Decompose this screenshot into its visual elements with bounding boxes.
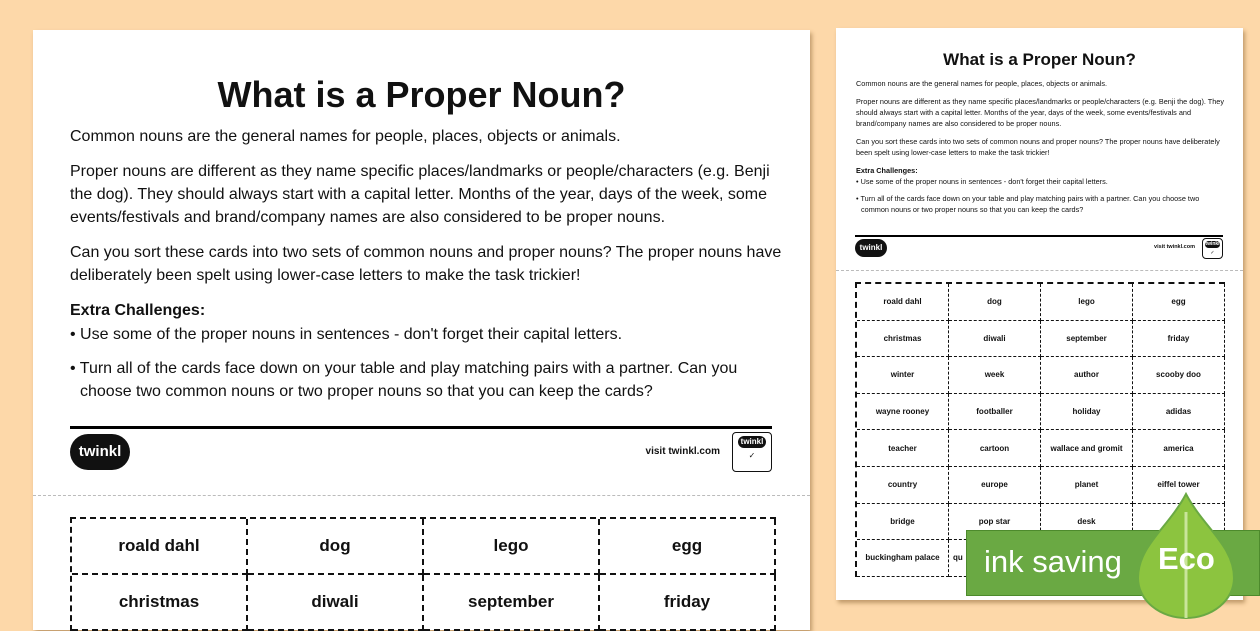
noun-card: roald dahl xyxy=(72,519,248,575)
noun-card: wayne rooney xyxy=(857,394,949,431)
noun-card: september xyxy=(424,575,600,631)
badge-label: twinkl xyxy=(1205,241,1220,247)
challenges-list xyxy=(856,176,1228,215)
noun-card: desk xyxy=(1041,504,1133,541)
intro-paragraph: Common nouns are the general names for people, places, objects or animals. xyxy=(856,79,1108,88)
noun-card: america xyxy=(1133,430,1225,467)
noun-card: author xyxy=(1041,357,1133,394)
badge-label: twinkl xyxy=(738,436,766,448)
noun-card: pop star xyxy=(949,504,1041,541)
intro-paragraph: Common nouns are the general names for people, places, objects or animals. xyxy=(70,128,621,145)
footer-rule xyxy=(70,426,772,429)
noun-card: friday xyxy=(1133,321,1225,358)
proper-noun-paragraph: Proper nouns are different as they name specific places/landmarks or people/characters (e.g. Benji the dog). They should always start with a capital letter. Months of the year, days of the week, some events/festivals and brand/company names are also considered to be proper nouns. xyxy=(856,97,1225,128)
noun-card: eiffel tower xyxy=(1133,467,1225,504)
quality-badge-icon: twinkl ✓ xyxy=(1202,238,1223,259)
noun-card: qu xyxy=(949,540,1041,577)
challenges-heading: Extra Challenges: xyxy=(70,302,206,319)
noun-card: lego xyxy=(424,519,600,575)
noun-card: roald dahl xyxy=(857,284,949,321)
noun-card: buckingham palace xyxy=(857,540,949,577)
challenge-item: • Use some of the proper nouns in sentences - don't forget their capital letters. xyxy=(856,176,1228,187)
visit-link: visit twinkl.com xyxy=(645,446,720,457)
worksheet-title: What is a Proper Noun? xyxy=(943,50,1136,69)
visit-link: visit twinkl.com xyxy=(1154,244,1195,250)
task-paragraph: Can you sort these cards into two sets of common nouns and proper nouns? The proper nouns have deliberately been spelt using lower-case letters to make the task trickier! xyxy=(70,244,782,284)
footer-rule xyxy=(855,235,1223,237)
worksheet-page-large xyxy=(33,30,810,630)
noun-card: adidas xyxy=(1133,394,1225,431)
noun-card: lego xyxy=(1041,284,1133,321)
noun-card: dog xyxy=(949,284,1041,321)
noun-card: september xyxy=(1041,321,1133,358)
noun-card: friday xyxy=(600,575,776,631)
twinkl-logo: twinkl xyxy=(70,434,130,470)
noun-card: planet xyxy=(1041,467,1133,504)
noun-card: scooby doo xyxy=(1133,357,1225,394)
cut-line xyxy=(836,270,1243,271)
quality-badge-icon: twinkl ✓ xyxy=(732,432,772,472)
noun-card: bridge xyxy=(857,504,949,541)
proper-noun-paragraph: Proper nouns are different as they name specific places/landmarks or people/characters (e.g. Benji the dog). They should always start with a capital letter. Months of the year, days of the week, some events/festivals and brand/company names are also considered to be proper nouns. xyxy=(70,163,770,226)
noun-card: teacher xyxy=(857,430,949,467)
cut-line xyxy=(33,495,810,496)
noun-card: christmas xyxy=(72,575,248,631)
noun-card: diwali xyxy=(248,575,424,631)
noun-card: cartoon xyxy=(949,430,1041,467)
noun-card: week xyxy=(949,357,1041,394)
noun-card: dog xyxy=(248,519,424,575)
noun-card: europe xyxy=(949,467,1041,504)
noun-card: holiday xyxy=(1041,394,1133,431)
noun-card: country xyxy=(857,467,949,504)
challenge-item: • Turn all of the cards face down on your table and play matching pairs with a partner. Can you choose two common nouns or two proper nouns so that you can keep the cards? xyxy=(856,193,1228,215)
challenge-item: • Use some of the proper nouns in sentences - don't forget their capital letters. xyxy=(70,323,792,346)
eco-label: Eco xyxy=(1158,541,1215,576)
noun-card: christmas xyxy=(857,321,949,358)
worksheet-title: What is a Proper Noun? xyxy=(217,74,626,115)
worksheet-body xyxy=(70,125,792,414)
task-paragraph: Can you sort these cards into two sets of common nouns and proper nouns? The proper nouns have deliberately been spelt using lower-case letters to make the task trickier! xyxy=(856,137,1220,157)
noun-card: egg xyxy=(600,519,776,575)
twinkl-logo: twinkl xyxy=(855,239,887,257)
challenges-list xyxy=(70,323,792,403)
worksheet-body xyxy=(856,78,1228,221)
ink-saving-label: ink saving xyxy=(984,544,1122,579)
noun-card: footballer xyxy=(949,394,1041,431)
noun-card: diwali xyxy=(949,321,1041,358)
card-grid xyxy=(70,517,776,631)
challenge-item: • Turn all of the cards face down on your table and play matching pairs with a partner. Can you choose two common nouns or two proper nouns so that you can keep the cards? xyxy=(70,357,792,403)
noun-card: egg xyxy=(1133,284,1225,321)
noun-card: wallace and gromit xyxy=(1041,430,1133,467)
challenges-heading: Extra Challenges: xyxy=(856,166,918,175)
noun-card: winter xyxy=(857,357,949,394)
